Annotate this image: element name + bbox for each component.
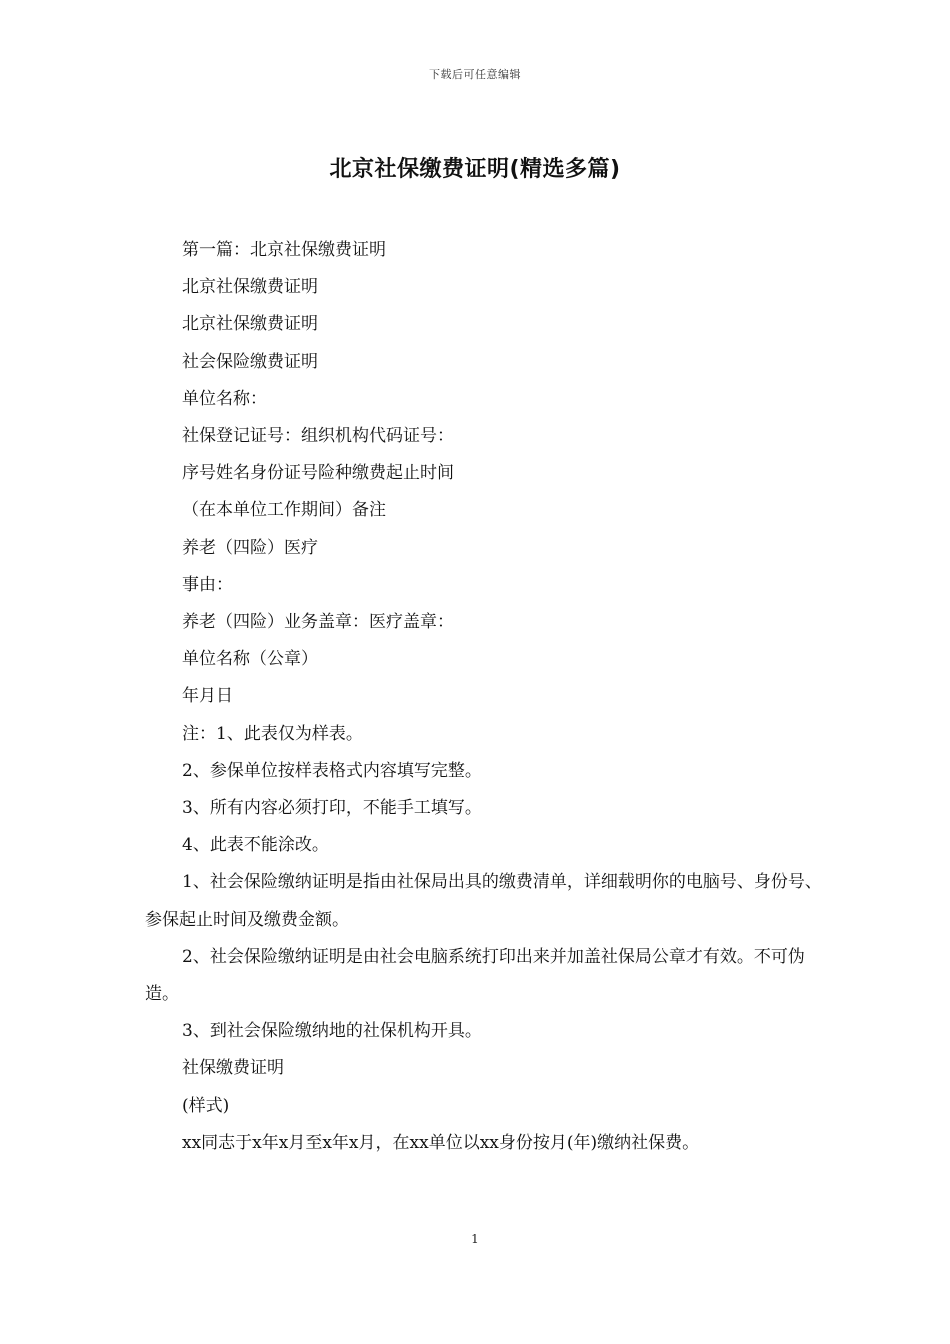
paragraph: 1、社会保险缴纳证明是指由社保局出具的缴费清单，详细载明你的电脑号、身份号、参保起止时间及缴费金额。 — [145, 872, 822, 930]
paragraph: 单位名称（公章） — [182, 649, 318, 670]
paragraph: 社保登记证号：组织机构代码证号： — [182, 426, 454, 447]
paragraph: 3、所有内容必须打印，不能手工填写。 — [182, 798, 482, 819]
document-body — [145, 232, 825, 1162]
paragraph: 2、社会保险缴纳证明是由社会电脑系统打印出来并加盖社保局公章才有效。不可伪造。 — [145, 946, 805, 1005]
paragraph: 年月日 — [182, 686, 233, 707]
paragraph: 3、到社会保险缴纳地的社保机构开具。 — [182, 1021, 482, 1042]
paragraph: 序号姓名身份证号险种缴费起止时间 — [182, 463, 454, 484]
paragraph: 北京社保缴费证明 — [182, 314, 318, 335]
header-note: 下载后可任意编辑 — [429, 68, 521, 81]
paragraph: (样式) — [182, 1095, 230, 1116]
paragraph: 养老（四险）医疗 — [182, 537, 318, 558]
paragraph: 社保缴费证明 — [182, 1058, 284, 1079]
paragraph: 单位名称： — [182, 388, 267, 409]
paragraph: （在本单位工作期间）备注 — [182, 500, 386, 521]
paragraph: 2、参保单位按样表格式内容填写完整。 — [182, 760, 482, 781]
paragraph: 事由： — [182, 574, 233, 595]
paragraph: 北京社保缴费证明 — [182, 277, 318, 298]
paragraph: xx同志于x年x月至x年x月，在xx单位以xx身份按月(年)缴纳社保费。 — [182, 1132, 700, 1153]
paragraph: 第一篇：北京社保缴费证明 — [182, 240, 386, 260]
document-title: 北京社保缴费证明(精选多篇) — [329, 157, 621, 182]
paragraph: 4、此表不能涂改。 — [182, 835, 329, 856]
page-number: 1 — [471, 1232, 479, 1246]
paragraph: 社会保险缴费证明 — [182, 351, 318, 372]
paragraph: 养老（四险）业务盖章：医疗盖章： — [182, 612, 454, 633]
paragraph: 注：1、此表仅为样表。 — [182, 723, 363, 744]
